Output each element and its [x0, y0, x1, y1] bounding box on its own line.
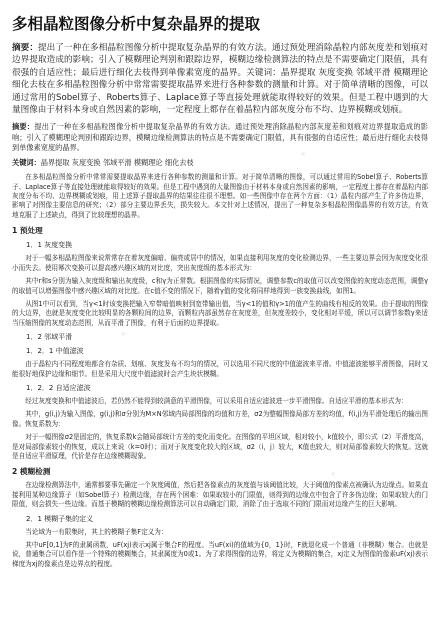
abstract-repeat-paragraph: [12, 122, 428, 153]
intro-paragraph: 在多相晶粒图像分析中常常需要提取晶界来进行各种参数的测量和计算。对于简单清晰的图像，可以通过常用的Sobel算子、Roberts算子、Laplace算子等直接处理就能取得较好的效果。但是工程中遇到的大量图像由于材料本身或自然因素的影响，一定程度上都存在着晶粒内部灰度分布不均、边界模糊或划痕，用上述算子提取晶界的结果往往很不理想。如一些图像中存在两个方面：（1）晶粒内部产生了许多伪边界，影响了对图像主要信息的研究；（2）部分主要边界丢失，损失较大。本文针对上述情况，提出了一种复杂多相晶粒图像晶界的有效方法，有效地克服了上述缺点，得到了比较理想的晶界。: [12, 173, 428, 219]
abstract-repeat-label: 摘要：: [12, 122, 35, 132]
subsection-heading-1-2-2: 1．2．2 自适应滤波: [26, 383, 91, 392]
paragraph-2-1-a: 当论域为一有限集时，其上的模糊子集F定义为：: [25, 527, 168, 536]
subsection-heading-1-2-1: 1．2．1 中值滤波: [26, 347, 84, 356]
paragraph-1-1-b: 其中r和s分别为输入灰度级和输出灰度级，c和γ为正常数。根据图像的实际情况，调整参数c的取值可以改变图像的灰度动态范围，调整γ的取值可以增强图像中感兴趣区域的对比度。在c值不变的情况下，随着γ值的变化将同样地得到一族变换曲线，如图1。: [12, 277, 428, 295]
paragraph-1-1-c: 从图1中可以看到，当γ<1时该变换把输入窄带暗值映射到宽带输出值，当γ<1的值和γ>1的值产生的曲线有相反的效果。由于提取的图像的大边界，也就是灰度变化比较明显的各颗粒间的边界，而颗粒内部虽然存在灰度差，但灰度差较小，变化相对平缓，所以可以调节参数γ来适当压缩图像的灰度动态范围，从而平滑了图像，有利于后面的边界提取。: [12, 299, 428, 327]
paragraph-2-a: 在边缘检测算法中，通常都要事先确定一个灰度阈值，然后把各像素点的灰度值与该阈值比较，大于阈值的像素点被确认为边缘点。如果直接利用某种边缘算子（如Sobel算子）检测边缘，存在两个困难：如果取较小的门限值，则得到的边缘点中包含了许多伪边缘；如果取较大的门限值，则会损失一些边缘。而基于模糊的模糊边缘检测算法可以自动确定门限，消除了由于选取不同的门限而对边缘产生的巨大影响。: [12, 481, 428, 509]
paragraph-1-2-2-b: 其中，g(i,j)为输入图像，g(i,j)和σ分别为M×N邻域内局部图像的均值和方差，σ2为整幅图像局部方差的均值，f(i,j)为平滑处理后的输出图像。恢复系数为：: [12, 410, 428, 428]
subsection-heading-2-1: 2．1 模糊子集的定义: [26, 514, 94, 523]
watermark-mark: ✦: [298, 148, 310, 162]
abstract-repeat-text: 提出了一种在多相晶粒图像分析中提取复杂晶界的有效方法。通过预处理消除晶粒内部灰度差和划痕对边界提取造成的影响；引入了模糊理论判别和跟踪边界，模糊边缘检测算法的特点是不需要确定门限值，具有很强的自适应性；最后进行细化去枝得到单像素宽度的晶界。: [12, 122, 428, 152]
subsection-heading-1-1: 1．1 灰度变换: [26, 241, 73, 250]
abstract-paragraph: [12, 42, 428, 116]
section-heading-1: 1 预处理: [12, 226, 43, 236]
keywords-paragraph: [12, 158, 428, 168]
keywords-text: 晶界提取 灰度变换 邻域平滑 模糊理论 细化去枝: [40, 158, 194, 168]
paragraph-1-2-1: 由于晶粒内不同程度地都含有杂质、划痕、灰度发布不均匀的情况，可以选用不同尺度的中值滤波来平滑。中值滤波能够平滑图像，同时又能很好地保护边缘和细节。但是采用大尺度中值滤波时会产生块状模糊。: [12, 360, 428, 378]
paragraph-2-1-b: 其中uF[0,1]为F的隶属函数，uF(xj)表示xj属于集合F的程度。当uF(xi)的值域为{0，1}时，F就退化成一个普通（非模糊）集合。也就是说，普通集合可以看作是一个特殊的模糊集合，其隶属度为0或1。为了求得图像的边界，将定义为模糊的集合，xj定义为图像的像素uF(xj)表示梯度为xj的像素点是边界点的程度。: [12, 541, 428, 568]
section-heading-2: 2 模糊检测: [12, 467, 51, 477]
watermark-mark: ✦: [118, 328, 130, 342]
subsection-heading-1-2: 1．2 邻域平滑: [26, 333, 73, 342]
paragraph-1-1-a: 对于一幅多相晶粒图像来说常常存在着灰度偏暗、偏亮或居中的情况，如果直接利用灰度的变化检测边界，一些主要边界会因为灰度变化很小而失去。使用幂次变换可以提高感兴趣区域的对比度，突出灰度级的基本形式为：: [12, 254, 428, 272]
page-title: 多相晶粒图像分析中复杂晶界的提取: [12, 15, 261, 33]
paragraph-1-2-2-a: 经过灰度变换和中值滤波后，若仍然不能得到较满意的平滑图像，可以采用自适应滤波进一步平滑图像。自适应平滑的基本形式为：: [25, 396, 408, 405]
abstract-label: 摘要：: [12, 43, 39, 53]
watermark-mark: ✦: [328, 468, 340, 482]
keywords-label: 关键词：: [12, 158, 41, 168]
paragraph-1-2-2-c: 对于一幅图像σ2是固定的，恢复系数k会随局部统计方差的变化而变化。在图像的平坦区域，相对较小，k值较小，即公式（2）平滑度高，是对局部像素较小的恢复，成以上来说（k=0时）；而对于灰度变化较大的区域，σ2（i，j）较大，K值也较大，则对局部像素较大的恢复。这就是自适应平滑原理，代价是存在边缘模糊现象。: [12, 433, 428, 460]
abstract-text: 提出了一种在多相晶粒图像分析中提取复杂晶界的有效方法。通过预处理消除晶粒内部灰度差和划痕对边界提取造成的影响；引入了模糊理论判别和跟踪边界，模糊边缘检测算法的特点是不需要确定门限值，具有很强的自适应性；最后进行细化去枝得到单像素宽度的晶界。关键词：晶界提取 灰度变换 邻域平滑 模糊理论 细化去枝在多相晶粒图像分析中常常需要提取晶界来进行各种参数的测量和计算。对于简单清晰的图像，可以通过常用的Sobel算子、Roberts算子、Laplace算子等直接处理就能取得较好的效果。但是工程中遇到的大量图像由于材料本身或自然因素的影响，一定程度上都存在着晶粒内部灰度分布不均、边界模糊或划痕。: [12, 43, 428, 116]
